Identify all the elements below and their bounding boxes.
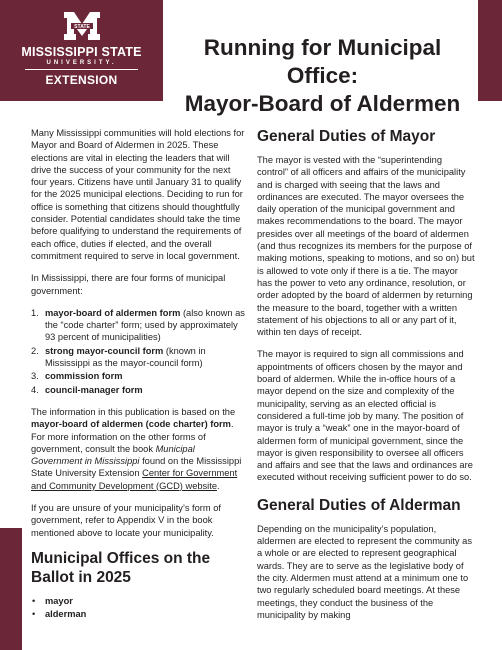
form-name: strong mayor-council form xyxy=(45,345,164,356)
list-number: 4. xyxy=(31,384,39,395)
alderman-duties-paragraph: Depending on the municipality’s population, aldermen are elected to represent the community as a whole or are elected to represent geographical wards. They are to serve as the legislative body of the city. Aldermen must attend at a minimum one to two regularly scheduled board meetings. At these meetings, they conduct the business of the municipality by making xyxy=(257,523,472,620)
logo-university-label: UNIVERSITY. xyxy=(46,60,117,66)
intro-paragraph: Many Mississippi communities will hold elections for Mayor and Board of Aldermen in 2025. These elections are vital in electing the leaders that will drive the success of your community for the next four years. Citizens have until January 31 to qualify for the 2025 municipal elections. Deciding to run for office is something that citizens should thoughtfully consider. Potential candidates should take the time before qualifying to understand the requirements of each office, duties if elected, and the overall commitment required to serve in local government. xyxy=(31,128,245,261)
forms-list xyxy=(31,307,246,396)
info-paragraph xyxy=(31,406,246,492)
office-name: mayor xyxy=(45,595,73,606)
form-name: council-manager form xyxy=(45,384,143,395)
office-name: alderman xyxy=(45,609,87,620)
forms-lead-paragraph: In Mississippi, there are four forms of municipal government: xyxy=(31,273,226,296)
book-title: Municipal Government in Mississippi xyxy=(31,443,195,467)
bullet: • xyxy=(32,609,36,620)
info-text: . For more information on the other forms of government, consult the book xyxy=(31,419,234,454)
logo-divider xyxy=(25,69,138,70)
extension-logo xyxy=(0,0,163,101)
info-text: The information in this publication is based on the xyxy=(31,406,236,417)
list-number: 1. xyxy=(31,307,39,318)
mayor-duties-paragraph: The mayor is vested with the “superintending control” of all officers and affairs of the municipality and is charged with seeing that the laws and ordinances are executed. The mayor oversees the daily operation of the municipal government and makes recommendations to the board. The mayor presides over all meetings of the board of aldermen (and thus recognizes its members for the purpose of making motions, speaking to motions, and so on) but is allowed to vote only if there is a tie. The mayor has the power to veto any ordinance, resolution, or order adopted by the board of aldermen by returning the measure to the board, together with a written statement of his objections to all or any part of it, within ten days of receipt. xyxy=(257,155,475,338)
form-note: (also known as the “code charter” form; used by approximately 93 percent of municipalities) xyxy=(45,307,245,343)
right-column xyxy=(257,127,475,631)
list-item xyxy=(31,345,246,370)
list-item xyxy=(31,595,246,607)
form-name: mayor-board of aldermen form xyxy=(45,307,181,318)
logo-university-name: MISSISSIPPI STATE xyxy=(21,45,142,59)
title-line-2: Mayor-Board of Aldermen xyxy=(184,91,461,116)
msu-m-logo-icon xyxy=(62,10,102,42)
header-accent-bar xyxy=(478,0,502,101)
info-text: . xyxy=(217,480,220,491)
mayor-duties-heading: General Duties of Mayor xyxy=(257,128,436,145)
alderman-duties-heading: General Duties of Alderman xyxy=(257,496,461,514)
list-item xyxy=(31,370,246,382)
svg-text:STATE: STATE xyxy=(74,24,90,30)
ballot-heading: Municipal Offices on the Ballot in 2025 xyxy=(31,549,211,586)
list-number: 3. xyxy=(31,371,39,382)
title-line-1: Running for Municipal Office: xyxy=(203,35,442,88)
form-note: (known in Mississippi as the mayor-council form) xyxy=(45,345,206,369)
footer-accent-bar xyxy=(0,528,22,650)
ballot-list xyxy=(31,595,246,621)
gcd-website-link[interactable]: Center for Government and Community Development (GCD) website xyxy=(31,468,238,491)
left-column xyxy=(31,127,246,622)
info-bold-text: mayor-board of aldermen (code charter) form xyxy=(31,419,231,430)
form-name: commission form xyxy=(45,371,123,382)
bullet: • xyxy=(32,595,36,606)
unsure-paragraph: If you are unsure of your municipality’s form of government, refer to Appendix V in the book mentioned above to locate your municipality. xyxy=(31,503,221,538)
logo-extension-label: EXTENSION xyxy=(45,73,118,87)
list-item xyxy=(31,307,246,344)
list-number: 2. xyxy=(31,345,39,356)
mayor-duties-paragraph: The mayor is required to sign all commissions and appointments of officers chosen by the mayor and board of aldermen. While the in-office hours of a mayor depend on the size and complexity of the municipality, serving as an elected official is considered a full-time job by many. The position of mayor is truly a “weak” one in the mayor-board of aldermen form of municipal government, since the mayor is given responsibility to oversee all officers and affairs and see that the laws and ordinances are executed without receiving sufficient power to do so. xyxy=(257,349,473,483)
list-item xyxy=(31,608,246,620)
info-text: found on the Mississippi State University Extension xyxy=(31,456,242,479)
list-item xyxy=(31,384,246,396)
page-title xyxy=(170,34,475,118)
